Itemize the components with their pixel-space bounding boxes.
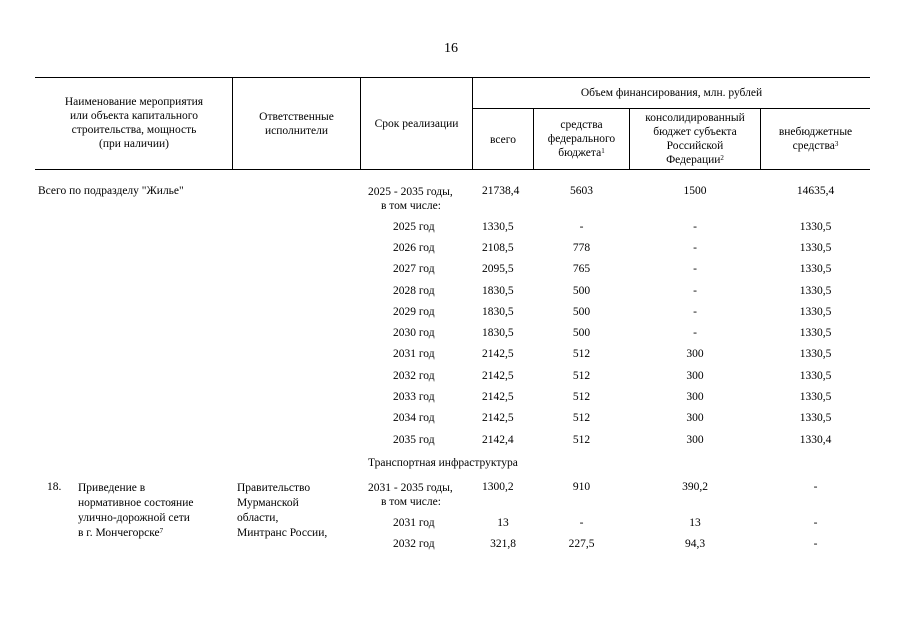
year-federal: 512 xyxy=(572,391,591,403)
table-row xyxy=(0,285,905,299)
item-total: 1300,2 xyxy=(482,481,514,493)
table-row xyxy=(0,242,905,256)
year-federal: 227,5 xyxy=(568,538,595,550)
year-label: 2030 год xyxy=(393,327,435,339)
year-federal: 512 xyxy=(572,434,591,446)
year-extrabudgetary: 1330,5 xyxy=(799,412,832,424)
section-total-federal: 5603 xyxy=(570,185,593,197)
column-header-name: Наименование мероприятия или объекта капитального строительства, мощность (при наличии) xyxy=(64,96,204,150)
column-header-period: Срок реализации xyxy=(374,118,459,130)
subsection-title: Транспортная инфраструктура xyxy=(368,457,518,469)
year-extrabudgetary: 1330,4 xyxy=(799,434,832,446)
year-federal: 500 xyxy=(572,327,591,339)
table-row xyxy=(0,391,905,405)
year-label: 2032 год xyxy=(393,370,435,382)
section-total-total: 21738,4 xyxy=(482,185,520,197)
year-total: 2142,4 xyxy=(482,434,514,446)
item-consolidated: 390,2 xyxy=(682,481,708,493)
year-extrabudgetary: 1330,5 xyxy=(799,327,832,339)
year-total: 321,8 xyxy=(490,538,516,550)
year-federal: 512 xyxy=(572,412,591,424)
year-total: 2142,5 xyxy=(482,412,514,424)
year-total: 1830,5 xyxy=(482,327,514,339)
year-federal: - xyxy=(579,221,584,233)
column-header-funding: Объем финансирования, млн. рублей xyxy=(580,87,763,99)
section-total-period: 2025 - 2035 годы, в том числе: xyxy=(368,186,453,212)
year-consolidated: 300 xyxy=(686,348,704,360)
year-consolidated: - xyxy=(693,263,697,275)
year-total: 1830,5 xyxy=(482,306,514,318)
year-label: 2032 год xyxy=(393,538,435,550)
year-federal: 778 xyxy=(572,242,591,254)
year-total: 2142,5 xyxy=(482,348,514,360)
year-extrabudgetary: 1330,5 xyxy=(799,263,832,275)
item-federal: 910 xyxy=(572,481,591,493)
year-extrabudgetary: 1330,5 xyxy=(799,285,832,297)
year-label: 2031 год xyxy=(393,348,435,360)
item-number: 18. xyxy=(47,481,62,493)
year-extrabudgetary: 1330,5 xyxy=(799,348,832,360)
section-total-consolidated: 1500 xyxy=(683,185,707,197)
year-consolidated: 13 xyxy=(689,517,701,529)
year-label: 2031 год xyxy=(393,517,435,529)
year-extrabudgetary: - xyxy=(813,517,818,529)
item-period: 2031 - 2035 годы, в том числе: xyxy=(368,482,453,508)
table-row xyxy=(0,412,905,426)
section-total-name: Всего по подразделу "Жилье" xyxy=(38,185,184,197)
section-total-extrabudgetary: 14635,4 xyxy=(796,185,835,197)
year-consolidated: 94,3 xyxy=(684,538,706,550)
year-total: 1330,5 xyxy=(482,221,514,233)
year-extrabudgetary: 1330,5 xyxy=(799,370,832,382)
year-federal: - xyxy=(579,517,584,529)
year-label: 2034 год xyxy=(393,412,435,424)
table-row xyxy=(0,263,905,277)
table-row xyxy=(0,221,905,235)
year-label: 2025 год xyxy=(393,221,435,233)
year-label: 2035 год xyxy=(393,434,435,446)
year-total: 2095,5 xyxy=(482,263,514,275)
year-label: 2028 год xyxy=(393,285,435,297)
year-extrabudgetary: 1330,5 xyxy=(799,391,832,403)
year-label: 2026 год xyxy=(393,242,435,254)
table-row xyxy=(0,306,905,320)
year-total: 2142,5 xyxy=(482,370,514,382)
item-extrabudgetary: - xyxy=(813,481,818,493)
year-consolidated: - xyxy=(693,221,697,233)
table-row xyxy=(0,538,905,552)
year-total: 2108,5 xyxy=(482,242,514,254)
year-extrabudgetary: 1330,5 xyxy=(799,306,832,318)
year-federal: 500 xyxy=(572,306,591,318)
year-label: 2027 год xyxy=(393,263,435,275)
table-row xyxy=(0,370,905,384)
year-total: 13 xyxy=(497,517,509,529)
year-consolidated: 300 xyxy=(686,434,704,446)
column-header-extrabudgetary: внебюджетные средства$^3$ xyxy=(778,126,853,152)
year-federal: 512 xyxy=(572,348,591,360)
year-extrabudgetary: - xyxy=(813,538,818,550)
item-responsible: Правительство Мурманской области, Минтранс России, xyxy=(237,482,328,539)
year-consolidated: - xyxy=(693,285,697,297)
header-bottom-rule xyxy=(35,169,870,170)
year-consolidated: - xyxy=(693,242,697,254)
year-consolidated: 300 xyxy=(686,412,704,424)
column-header-consolidated: консолидированный бюджет субъекта Российской Федерации$^2$ xyxy=(645,112,745,166)
year-consolidated: - xyxy=(693,306,697,318)
table-row xyxy=(0,517,905,531)
year-federal: 512 xyxy=(572,370,591,382)
year-label: 2029 год xyxy=(393,306,435,318)
year-consolidated: 300 xyxy=(686,391,704,403)
column-header-federal: средства федерального бюджета$^1$ xyxy=(547,119,616,159)
year-extrabudgetary: 1330,5 xyxy=(799,242,832,254)
page-number: 16 xyxy=(444,41,458,56)
column-header-responsible: Ответственные исполнители xyxy=(259,111,334,137)
year-total: 1830,5 xyxy=(482,285,514,297)
column-header-total: всего xyxy=(490,134,516,146)
table-row xyxy=(0,327,905,341)
year-federal: 500 xyxy=(572,285,591,297)
year-label: 2033 год xyxy=(393,391,435,403)
header-top-rule xyxy=(35,77,870,78)
year-consolidated: 300 xyxy=(686,370,704,382)
year-federal: 765 xyxy=(572,263,591,275)
table-row xyxy=(0,434,905,448)
header-funding-rule xyxy=(472,108,870,109)
year-consolidated: - xyxy=(693,327,697,339)
year-extrabudgetary: 1330,5 xyxy=(799,221,832,233)
item-name: Приведение в нормативное состояние улично-дорожной сети в г. Мончегорске$^7$ xyxy=(78,482,194,539)
table-row xyxy=(0,348,905,362)
year-total: 2142,5 xyxy=(482,391,514,403)
